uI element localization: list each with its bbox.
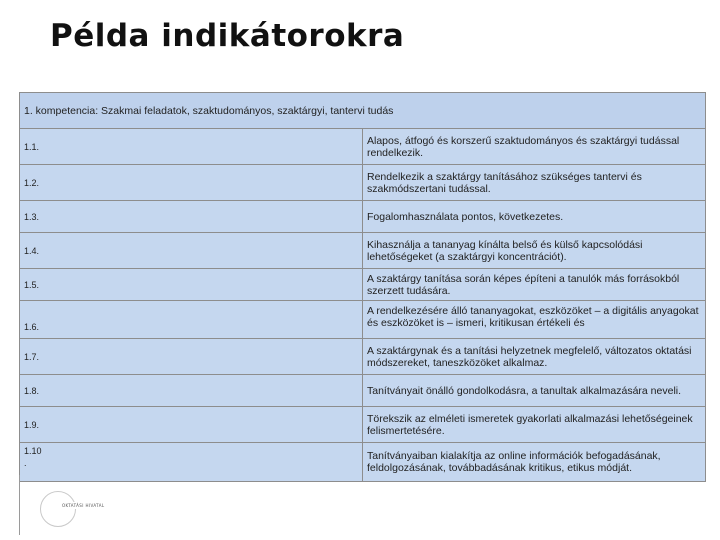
table-row [20, 407, 706, 443]
row-text: A szaktárgynak és a tanítási helyzetnek megfelelő, változatos oktatási módszereket, taneszközöket alkalmaz. [363, 339, 706, 375]
row-text: Fogalomhasználata pontos, következetes. [363, 201, 706, 233]
row-text: Tanítványait önálló gondolkodásra, a tanultak alkalmazására neveli. [363, 375, 706, 407]
row-number: 1.1. [20, 129, 363, 165]
row-number: 1.4. [20, 233, 363, 269]
row-number: 1.7. [20, 339, 363, 375]
table-header: 1. kompetencia: Szakmai feladatok, szaktudományos, szaktárgyi, tantervi tudás [20, 93, 706, 129]
table-header-row [20, 93, 706, 129]
table-row [20, 339, 706, 375]
footer-divider [19, 475, 20, 535]
table-row [20, 129, 706, 165]
table-row [20, 443, 706, 482]
indicator-table [19, 92, 706, 482]
table-row [20, 301, 706, 339]
row-text: A szaktárgy tanítása során képes építeni a tanulók más forrásokból szerzett tudására. [363, 269, 706, 301]
row-number: 1.9. [20, 407, 363, 443]
table-row [20, 201, 706, 233]
table-row [20, 165, 706, 201]
row-number: 1.10 . [20, 443, 363, 482]
table-row [20, 269, 706, 301]
row-number: 1.2. [20, 165, 363, 201]
table-row [20, 375, 706, 407]
page-title: Példa indikátorokra [50, 18, 405, 54]
logo-icon [40, 491, 76, 527]
logo-text: OKTATÁSI HIVATAL [62, 503, 105, 508]
table-row [20, 233, 706, 269]
row-number: 1.5. [20, 269, 363, 301]
row-text: Kihasználja a tananyag kínálta belső és külső kapcsolódási lehetőségeket (a szaktárgyi koncentrációt). [363, 233, 706, 269]
row-number: 1.6. [20, 301, 363, 339]
row-number: 1.8. [20, 375, 363, 407]
row-text: Törekszik az elméleti ismeretek gyakorlati alkalmazási lehetőségeinek felismertetésére. [363, 407, 706, 443]
row-text: Alapos, átfogó és korszerű szaktudományos és szaktárgyi tudással rendelkezik. [363, 129, 706, 165]
row-number: 1.3. [20, 201, 363, 233]
row-text: A rendelkezésére álló tananyagokat, eszközöket – a digitális anyagokat és eszközöket is – ismeri, kritikusan értékeli és [363, 301, 706, 339]
row-text: Tanítványaiban kialakítja az online információk befogadásának, feldolgozásának, továbbadásának kritikus, etikus módját. [363, 443, 706, 482]
row-text: Rendelkezik a szaktárgy tanításához szükséges tantervi és szakmódszertani tudással. [363, 165, 706, 201]
